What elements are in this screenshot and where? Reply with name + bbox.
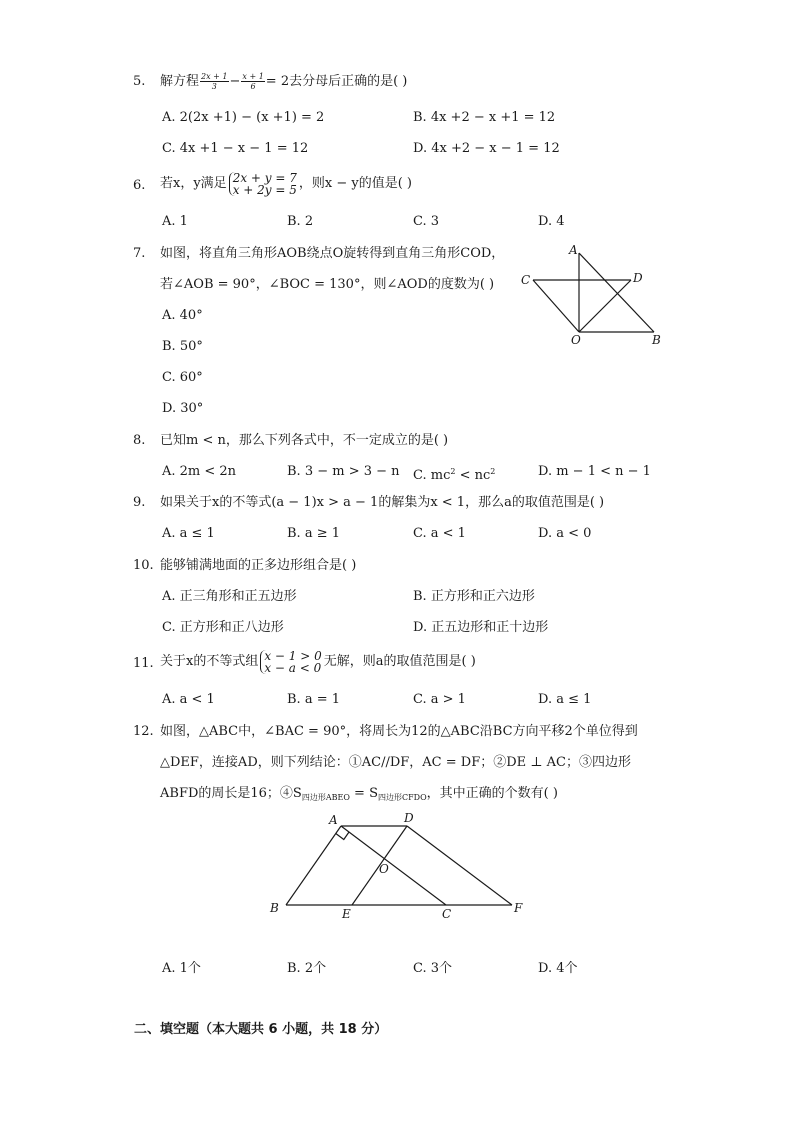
q6-suffix: ，则x − y的值是( ) <box>298 176 412 191</box>
q12-equals: = S <box>349 786 378 801</box>
q12-label-o: O <box>379 862 389 876</box>
q12-sub-cfdo: 四边形CFDO <box>377 793 427 802</box>
q12-label-b: B <box>270 901 279 915</box>
q12-option-c[interactable]: C. 3个 <box>413 961 453 976</box>
q12-line-2: △DEF，连接AD，则下列结论：①AC//DF，AC = DF；②DE ⊥ AC；③四边形 <box>160 755 631 770</box>
q10-option-b[interactable]: B. 正方形和正六边形 <box>413 589 535 604</box>
q6-stem <box>160 168 412 200</box>
section-2-heading: 二、填空题（本大题共 6 小题，共 18 分） <box>134 1022 388 1037</box>
q8-option-c-left: C. mc <box>413 468 451 483</box>
q11-option-a[interactable]: A. a < 1 <box>162 692 215 707</box>
q9-number: 9. <box>133 495 146 510</box>
q12-sub-abeo: 四边形ABEO <box>301 793 350 802</box>
q10-stem: 能够铺满地面的正多边形组合是( ) <box>160 558 357 573</box>
q11-option-c[interactable]: C. a > 1 <box>413 692 466 707</box>
q7-label-a: A <box>569 243 578 257</box>
q12-line-1: 如图，△ABC中，∠BAC = 90°，将周长为12的△ABC沿BC方向平移2个单位得到 <box>160 724 638 739</box>
q5-prefix: 解方程 <box>160 74 200 89</box>
q8-stem: 已知m < n，那么下列各式中，不一定成立的是( ) <box>160 433 449 448</box>
q12-label-e: E <box>342 907 351 920</box>
q7-option-c[interactable]: C. 60° <box>162 370 203 385</box>
q6-option-c[interactable]: C. 3 <box>413 214 440 229</box>
q7-line-1: 如图，将直角三角形AOB绕点O旋转得到直角三角形COD， <box>160 246 505 261</box>
q8-option-c-right: < nc <box>455 468 491 483</box>
q12-option-d[interactable]: D. 4个 <box>538 961 578 976</box>
q5-suffix: = 2去分母后正确的是( ) <box>265 74 408 89</box>
q5-fraction-1: $\frac{2x + 1}{3}$ <box>201 72 228 91</box>
q8-option-d[interactable]: D. m − 1 < n − 1 <box>538 464 651 479</box>
q5-option-c[interactable]: C. 4x +1 − x − 1 = 12 <box>162 141 309 156</box>
q5-number: 5. <box>133 74 146 89</box>
q11-suffix: 无解，则a的取值范围是( ) <box>323 654 476 669</box>
q12-segment-ab <box>286 826 341 905</box>
q5-option-d[interactable]: D. 4x +2 − x − 1 = 12 <box>413 141 560 156</box>
q5-option-a[interactable]: A. 2(2x +1) − (x +1) = 2 <box>162 110 325 125</box>
q7-option-b[interactable]: B. 50° <box>162 339 203 354</box>
q5-option-b[interactable]: B. 4x +2 − x +1 = 12 <box>413 110 556 125</box>
q8-option-c-square-1: 2 <box>450 467 456 476</box>
q5-stem <box>160 68 407 96</box>
q5-fraction-2: $\frac{x + 1}{6}$ <box>242 72 264 91</box>
q10-option-d[interactable]: D. 正五边形和正十边形 <box>413 620 549 635</box>
q6-equation-system: 2x + y = 7 x + 2y = 5 <box>229 172 297 196</box>
q6-number: 6. <box>133 178 146 193</box>
q12-option-b[interactable]: B. 2个 <box>287 961 327 976</box>
q10-option-c[interactable]: C. 正方形和正八边形 <box>162 620 284 635</box>
q6-option-b[interactable]: B. 2 <box>287 214 314 229</box>
q12-label-f: F <box>514 901 523 915</box>
q9-stem: 如果关于x的不等式(a − 1)x > a − 1的解集为x < 1，那么a的取值范围是( ) <box>160 495 605 510</box>
q12-line-3 <box>160 786 558 806</box>
q8-number: 8. <box>133 433 146 448</box>
q9-option-c[interactable]: C. a < 1 <box>413 526 466 541</box>
q11-prefix: 关于x的不等式组 <box>160 654 259 669</box>
q12-segment-df <box>407 826 512 905</box>
q7-option-a[interactable]: A. 40° <box>162 308 203 323</box>
q6-option-d[interactable]: D. 4 <box>538 214 565 229</box>
q12-label-c: C <box>442 907 452 920</box>
q8-option-b[interactable]: B. 3 − m > 3 − n <box>287 464 400 479</box>
q11-stem <box>160 646 476 678</box>
q12-number: 12. <box>133 724 154 739</box>
q6-prefix: 若x，y满足 <box>160 176 227 191</box>
q12-line-3-end: ，其中正确的个数有( ) <box>426 786 558 801</box>
q7-line-2: 若∠AOB = 90°，∠BOC = 130°，则∠AOD的度数为( ) <box>160 277 495 292</box>
q12-label-a: A <box>329 813 338 827</box>
q8-option-a[interactable]: A. 2m < 2n <box>162 464 237 479</box>
q7-segment-od <box>579 280 631 332</box>
q11-option-b[interactable]: B. a = 1 <box>287 692 340 707</box>
q7-option-d[interactable]: D. 30° <box>162 401 204 416</box>
q7-label-b: B <box>652 333 661 347</box>
q10-option-a[interactable]: A. 正三角形和正五边形 <box>162 589 297 604</box>
q12-option-a[interactable]: A. 1个 <box>162 961 201 976</box>
q5-minus: − <box>229 74 241 89</box>
q7-label-d: D <box>633 271 643 285</box>
q12-line-3-start: ABFD的周长是16；④S <box>160 786 302 801</box>
q11-number: 11. <box>133 656 154 671</box>
q9-option-a[interactable]: A. a ≤ 1 <box>162 526 215 541</box>
q11-inequality-system: x − 1 > 0 x − a < 0 <box>260 650 321 674</box>
q10-number: 10. <box>133 558 154 573</box>
q12-translation-figure <box>266 808 536 920</box>
q12-right-angle-mark <box>336 832 349 840</box>
q7-label-o: O <box>571 333 581 347</box>
q12-segment-ac <box>341 826 446 905</box>
q11-option-d[interactable]: D. a ≤ 1 <box>538 692 592 707</box>
q7-rotation-figure <box>518 240 668 350</box>
q6-option-a[interactable]: A. 1 <box>162 214 188 229</box>
q8-option-c[interactable] <box>413 464 495 484</box>
q7-label-c: C <box>521 273 531 287</box>
q12-label-d: D <box>404 811 414 825</box>
q7-segment-co <box>533 280 579 332</box>
q9-option-d[interactable]: D. a < 0 <box>538 526 592 541</box>
q8-option-c-square-2: 2 <box>490 467 496 476</box>
q7-number: 7. <box>133 246 146 261</box>
q9-option-b[interactable]: B. a ≥ 1 <box>287 526 340 541</box>
